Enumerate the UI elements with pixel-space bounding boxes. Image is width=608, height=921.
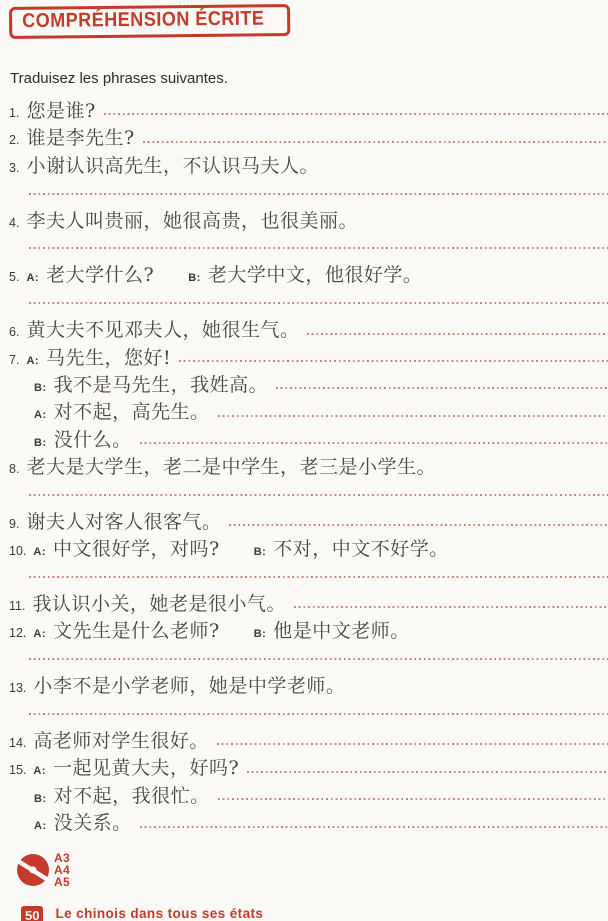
sentence-segment [26, 151, 319, 178]
answer-line-row [9, 233, 608, 260]
page-number-badge: 50 [21, 906, 43, 921]
exercise-row [9, 151, 608, 178]
item-number: 6. [9, 325, 20, 340]
answer-line-row [9, 699, 608, 726]
item-number: 3. [9, 160, 20, 175]
exercise-row [9, 343, 608, 370]
exercise-row [9, 808, 608, 835]
chinese-sentence: 黄大夫不见邓夫人，她很生气。 [26, 319, 300, 342]
chinese-sentence: 您是谁? [26, 100, 96, 122]
sentence-segment [32, 589, 286, 616]
item-number: 2. [9, 133, 20, 148]
chinese-sentence: 老大是大学生，老二是中学生，老三是小学生。 [26, 456, 436, 479]
speaker-label: B: [34, 436, 47, 449]
speaker-label: B: [34, 792, 47, 805]
sentence-segment [26, 452, 436, 479]
exercise-row [9, 534, 608, 561]
sentence-segment [254, 616, 410, 643]
speaker-label: A: [34, 820, 47, 833]
answer-dotted-line [29, 247, 608, 249]
audio-track-label: A5 [54, 874, 70, 889]
answer-line-row [9, 288, 608, 315]
answer-dotted-line [104, 113, 608, 115]
exercise-row [9, 260, 608, 287]
chinese-sentence: 对不起，高先生。 [53, 401, 210, 424]
exercise-row [9, 123, 608, 150]
chinese-sentence: 没什么。 [53, 428, 132, 451]
exercise-row [9, 96, 608, 123]
audio-reference [16, 851, 608, 889]
exercise-row [9, 726, 608, 753]
exercise-row [9, 370, 608, 397]
exercise-row [9, 315, 608, 342]
answer-dotted-line [229, 524, 608, 526]
item-number: 7. [9, 352, 20, 367]
sentence-segment [34, 808, 132, 835]
answer-dotted-line [217, 743, 608, 745]
item-number: 4. [9, 215, 20, 230]
sentence-segment [34, 397, 210, 424]
cd-icon [16, 853, 50, 887]
chinese-sentence: 老大学什么? [46, 264, 155, 287]
speaker-label: B: [188, 272, 201, 285]
speaker-label: B: [253, 546, 267, 559]
answer-dotted-line [179, 360, 608, 362]
answer-line-row [9, 644, 608, 671]
chinese-sentence: 没关系。 [53, 812, 132, 835]
book-title: Le chinois dans tous ses états [55, 906, 263, 921]
sentence-segment [254, 534, 449, 561]
chinese-sentence: 我不是马先生，我姓高。 [53, 373, 269, 396]
item-number: 10. [9, 544, 27, 559]
item-number: 5. [9, 270, 20, 285]
chinese-sentence: 高老师对学生很好。 [33, 729, 209, 752]
item-number: 12. [9, 626, 27, 641]
chinese-sentence: 小李不是小学老师，她是中学老师。 [33, 675, 346, 698]
chinese-sentence: 谢夫人对客人很客气。 [26, 510, 222, 533]
speaker-label: A: [26, 272, 40, 285]
sentence-segment [26, 507, 221, 534]
chinese-sentence: 中文很好学，对吗? [53, 538, 220, 561]
answer-line-row [9, 562, 608, 589]
answer-dotted-line [294, 606, 608, 608]
answer-line-row [9, 178, 608, 205]
sentence-segment [33, 753, 239, 780]
answer-dotted-line [307, 333, 608, 335]
audio-track-label: A4 [54, 862, 70, 877]
answer-dotted-line [29, 193, 608, 195]
sentence-segment [33, 671, 345, 698]
item-number: 11. [9, 599, 26, 614]
answer-dotted-line [218, 798, 608, 800]
speaker-label: A: [33, 628, 46, 641]
speaker-label: A: [33, 546, 46, 559]
answer-dotted-line [29, 494, 608, 496]
audio-track-label: A3 [54, 850, 70, 865]
answer-line-row [9, 479, 608, 506]
speaker-label: B: [34, 381, 47, 394]
exercise-row [9, 397, 608, 424]
sentence-segment [26, 343, 171, 370]
chinese-sentence: 马先生，您好! [46, 346, 172, 369]
exercise-row [9, 206, 608, 233]
chinese-sentence: 他是中文老师。 [273, 620, 410, 643]
answer-dotted-line [29, 658, 608, 660]
exercise-row [9, 781, 608, 808]
exercise-row [9, 671, 608, 698]
exercise-row [9, 616, 608, 643]
sentence-segment [33, 616, 219, 643]
speaker-label: B: [253, 628, 267, 641]
sentence-segment [33, 726, 209, 753]
section-title: COMPRÉHENSION ÉCRITE [22, 7, 265, 33]
sentence-segment [34, 425, 132, 452]
exercise-row [9, 425, 608, 452]
chinese-sentence: 李夫人叫贵丽，她很高贵，也很美丽。 [26, 209, 358, 232]
chinese-sentence: 不对，中文不好学。 [273, 538, 449, 561]
sentence-segment [33, 534, 219, 561]
item-number: 15. [9, 763, 27, 778]
sentence-segment [34, 370, 268, 397]
exercise-row [9, 507, 608, 534]
page-footer [21, 906, 608, 921]
answer-dotted-line [218, 415, 608, 417]
item-number: 14. [9, 735, 27, 750]
answer-dotted-line [29, 302, 608, 304]
chinese-sentence: 老大学中文，他很好学。 [207, 264, 423, 287]
item-number: 1. [9, 106, 20, 120]
answer-dotted-line [29, 713, 608, 715]
sentence-segment [188, 260, 422, 287]
sentence-segment [26, 123, 134, 150]
section-header-stamp [9, 4, 290, 39]
item-number: 9. [9, 516, 20, 531]
sentence-segment [34, 781, 210, 808]
chinese-sentence: 谁是李先生? [26, 127, 135, 150]
sentence-segment [26, 315, 299, 342]
speaker-label: A: [33, 765, 46, 778]
chinese-sentence: 小谢认识高先生，不认识马夫人。 [26, 154, 319, 177]
exercise-row [9, 753, 608, 780]
speaker-label: A: [34, 409, 47, 422]
instruction-text: Traduisez les phrases suivantes. [10, 70, 228, 87]
sentence-segment [26, 260, 154, 287]
audio-track-list [54, 852, 70, 888]
sentence-segment [26, 96, 95, 123]
chinese-sentence: 对不起，我很忙。 [53, 784, 210, 807]
chinese-sentence: 一起见黄大夫，好吗? [53, 757, 240, 780]
answer-dotted-line [140, 826, 608, 828]
exercise-row [9, 589, 608, 616]
exercise-list [0, 96, 608, 836]
exercise-row [9, 452, 608, 479]
answer-dotted-line [276, 387, 608, 389]
item-number: 8. [9, 462, 20, 477]
answer-dotted-line [247, 771, 608, 773]
sentence-segment [26, 206, 358, 233]
answer-dotted-line [140, 442, 608, 444]
answer-dotted-line [143, 141, 608, 143]
answer-dotted-line [29, 576, 608, 578]
item-number: 13. [9, 681, 27, 696]
chinese-sentence: 我认识小关，她老是很小气。 [32, 593, 286, 616]
chinese-sentence: 文先生是什么老师? [53, 620, 220, 643]
speaker-label: A: [26, 354, 40, 367]
